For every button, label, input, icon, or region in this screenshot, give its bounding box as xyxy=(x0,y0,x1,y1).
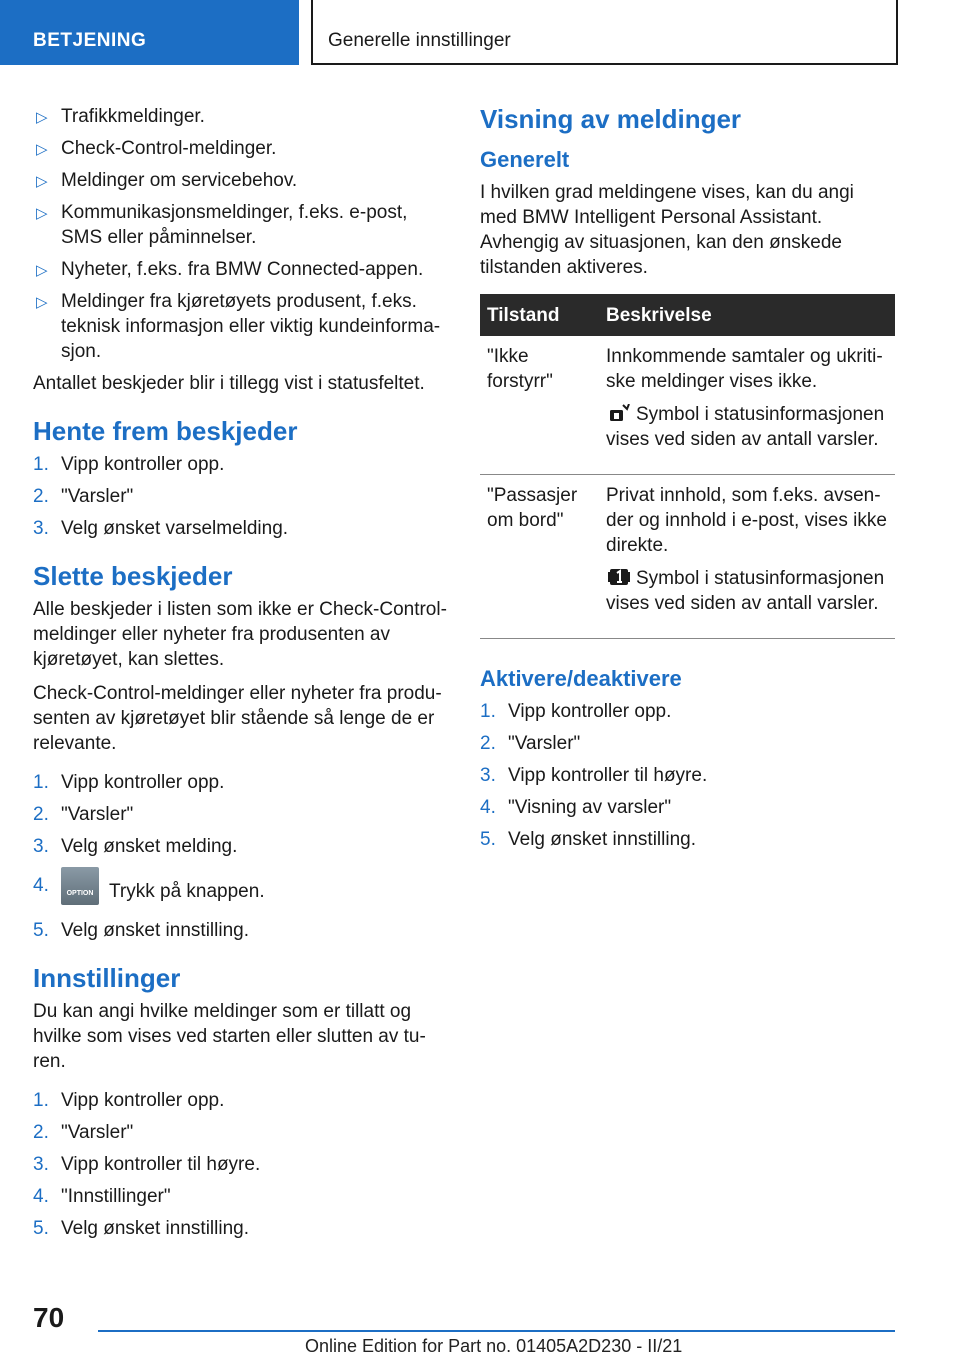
step-text: Velg ønsket innstilling. xyxy=(61,920,249,941)
step-number: 4. xyxy=(480,797,496,818)
bullet-item xyxy=(33,200,451,250)
step-text: "Varsler" xyxy=(61,1122,134,1143)
do-not-disturb-icon xyxy=(608,404,630,422)
step-item xyxy=(480,763,895,788)
state-table xyxy=(480,294,895,639)
step-text: Velg ønsket melding. xyxy=(61,836,238,857)
table-row xyxy=(480,336,895,475)
step-text: "Varsler" xyxy=(61,486,134,507)
step-item xyxy=(480,795,895,820)
step-text: Velg ønsket varselmelding. xyxy=(61,518,289,539)
bullet-item xyxy=(33,168,451,193)
step-number: 3. xyxy=(480,765,496,786)
symbol-note xyxy=(606,402,888,452)
triangle-bullet-icon: ▷ xyxy=(36,262,48,279)
triangle-bullet-icon: ▷ xyxy=(36,205,48,222)
step-item xyxy=(33,1152,451,1177)
header-chapter-label: Generelle innstillinger xyxy=(328,30,511,51)
passenger-on-board-icon xyxy=(608,568,630,586)
bullet-text: Trafikkmeldinger. xyxy=(61,106,205,127)
count-note: Antallet beskjeder blir i tillegg vist i statusfeltet. xyxy=(33,373,425,394)
heading-visning: Visning av meldinger xyxy=(480,104,742,134)
step-text: "Visning av varsler" xyxy=(508,797,672,818)
step-text: Vipp kontroller til høyre. xyxy=(61,1154,261,1175)
step-item xyxy=(33,834,451,859)
step-number: 5. xyxy=(33,920,49,941)
footer-edition: Online Edition for Part no. 01405A2D230 - II/21 xyxy=(305,1336,683,1356)
bullet-text: Meldinger om servicebehov. xyxy=(61,170,298,191)
step-item xyxy=(33,802,451,827)
step-number: 4. xyxy=(33,875,49,896)
step-number: 2. xyxy=(33,486,49,507)
description-text: Innkommende samtaler og ukritiske meldinger vises ikke. xyxy=(606,346,883,392)
triangle-bullet-icon: ▷ xyxy=(36,173,48,190)
step-number: 3. xyxy=(33,836,49,857)
step-number: 1. xyxy=(33,454,49,475)
step-number: 3. xyxy=(33,1154,49,1175)
step-item xyxy=(480,731,895,756)
step-number: 2. xyxy=(33,804,49,825)
heading-slette: Slette beskjeder xyxy=(33,561,233,591)
step-item xyxy=(33,484,451,509)
step-number: 5. xyxy=(33,1218,49,1239)
bullet-text: Kommunikasjonsmeldinger, f.eks. e-post, SMS eller påminnelser. xyxy=(61,202,408,248)
state-cell: "Ikke forstyrr" xyxy=(480,336,599,475)
step-number: 2. xyxy=(480,733,496,754)
bullet-text: Nyheter, f.eks. fra BMW Connected-appen. xyxy=(61,259,424,280)
step-number: 4. xyxy=(33,1186,49,1207)
step-number: 1. xyxy=(33,1090,49,1111)
description-text: Privat innhold, som f.eks. avsender og innhold i e-post, vises ikke direkte. xyxy=(606,485,887,556)
bullet-item xyxy=(33,257,451,282)
bullet-item xyxy=(33,136,451,161)
step-item xyxy=(33,918,451,943)
table-header-row xyxy=(480,294,895,336)
header-section-tab xyxy=(0,0,299,65)
bullet-item xyxy=(33,104,451,129)
page-number: 70 xyxy=(33,1302,65,1333)
step-item xyxy=(480,699,895,724)
bullet-item xyxy=(33,289,451,364)
table-row xyxy=(480,475,895,639)
header-section-label: BETJENING xyxy=(33,30,147,51)
slette-paragraph-1: Alle beskjeder i listen som ikke er Check-Control-meldinger eller nyheter fra produsenten av kjøretøyet, kan slettes. xyxy=(33,599,447,670)
innst-paragraph: Du kan angi hvilke meldinger som er tillatt og hvilke som vises ved starten eller slutten av turen. xyxy=(33,1001,426,1072)
triangle-bullet-icon: ▷ xyxy=(36,294,48,311)
step-number: 3. xyxy=(33,518,49,539)
step-text: Velg ønsket innstilling. xyxy=(61,1218,249,1239)
heading-generelt: Generelt xyxy=(480,147,570,172)
header-beskrivelse: Beskrivelse xyxy=(599,294,895,336)
step-item xyxy=(33,1216,451,1241)
option-button-icon xyxy=(61,867,99,905)
header-chapter-box xyxy=(311,0,898,65)
step-number: 1. xyxy=(33,772,49,793)
step-text: Vipp kontroller til høyre. xyxy=(508,765,708,786)
step-text: "Varsler" xyxy=(508,733,581,754)
step-text: "Varsler" xyxy=(61,804,134,825)
step-item xyxy=(33,770,451,795)
step-text: Vipp kontroller opp. xyxy=(61,1090,225,1111)
header-tilstand: Tilstand xyxy=(480,294,599,336)
heading-innstillinger: Innstillinger xyxy=(33,963,181,993)
step-text: Velg ønsket innstilling. xyxy=(508,829,696,850)
heading-hente: Hente frem beskjeder xyxy=(33,416,298,446)
right-column xyxy=(480,100,895,859)
step-item xyxy=(33,1120,451,1145)
step-text: Trykk på knappen. xyxy=(109,881,265,903)
heading-aktivere: Aktivere/deaktivere xyxy=(480,666,682,691)
symbol-note-text: Symbol i statusinformasjonen vises ved siden av antall varsler. xyxy=(606,404,885,450)
option-button-label: OPTION xyxy=(66,890,94,897)
bullet-text: Check-Control-meldinger. xyxy=(61,138,277,159)
slette-paragraph-2: Check-Control-meldinger eller nyheter fra produsenten av kjøretøyet blir stående så lenge de er relevante. xyxy=(33,683,442,754)
triangle-bullet-icon: ▷ xyxy=(36,141,48,158)
step-number: 1. xyxy=(480,701,496,722)
description-cell xyxy=(599,336,895,475)
state-cell: "Passasjer om bord" xyxy=(480,475,599,639)
step-text: "Innstillinger" xyxy=(61,1186,171,1207)
step-text: Vipp kontroller opp. xyxy=(61,772,225,793)
footer-divider xyxy=(98,1330,895,1332)
step-item xyxy=(33,873,451,911)
step-item xyxy=(480,827,895,852)
description-cell xyxy=(599,475,895,639)
step-item xyxy=(33,1184,451,1209)
step-number: 5. xyxy=(480,829,496,850)
left-column xyxy=(33,100,451,1248)
symbol-note xyxy=(606,566,888,616)
generelt-paragraph: I hvilken grad meldingene vises, kan du angi med BMW Intelligent Personal Assistant. Avhengig av situasjonen, kan den ønskede tilstanden aktiveres. xyxy=(480,182,854,278)
symbol-note-text: Symbol i statusinformasjonen vises ved siden av antall varsler. xyxy=(606,568,885,614)
step-item xyxy=(33,452,451,477)
triangle-bullet-icon: ▷ xyxy=(36,109,48,126)
step-text: Vipp kontroller opp. xyxy=(61,454,225,475)
step-number: 2. xyxy=(33,1122,49,1143)
step-item xyxy=(33,516,451,541)
step-item xyxy=(33,1088,451,1113)
bullet-text: Meldinger fra kjøretøyets produsent, f.eks. teknisk informasjon eller viktig kundeinformasjon. xyxy=(61,291,441,362)
step-text: Vipp kontroller opp. xyxy=(508,701,672,722)
